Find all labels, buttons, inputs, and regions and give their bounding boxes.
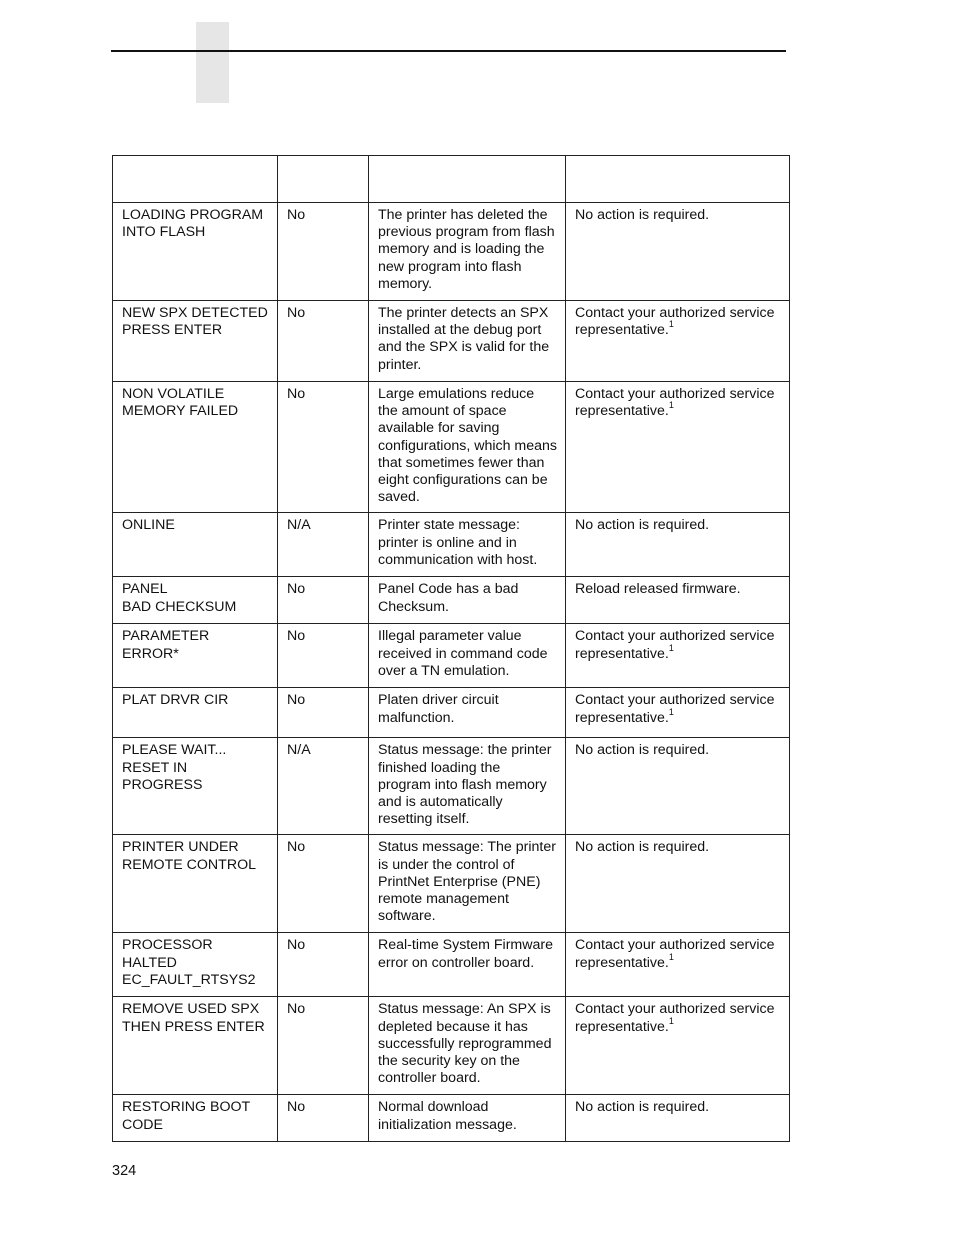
message-cell [113, 513, 278, 577]
table-row [113, 577, 790, 624]
header-rule [111, 50, 786, 52]
table-row [113, 688, 790, 738]
action-cell-text: Contact your authorized service representative. [575, 937, 775, 971]
reset-cell [278, 301, 369, 382]
action-cell [566, 1095, 790, 1142]
explanation-cell [369, 997, 566, 1095]
table-row [113, 301, 790, 382]
action-cell-text: No action is required. [575, 207, 710, 223]
footnote-ref: 1 [668, 951, 674, 962]
message-cell-text: PARAMETER ERROR* [122, 628, 210, 662]
message-cell [113, 1095, 278, 1142]
reset-cell [278, 688, 369, 738]
footnote-ref: 1 [668, 642, 674, 653]
message-cell-text: PRINTER UNDER REMOTE CONTROL [122, 839, 256, 873]
action-cell-text: No action is required. [575, 839, 710, 856]
table-header-row [113, 156, 790, 203]
table-row [113, 835, 790, 933]
reset-cell [278, 997, 369, 1095]
reset-cell-text: No [287, 692, 306, 709]
reset-cell-text: No [287, 1099, 306, 1116]
message-cell [113, 738, 278, 835]
message-cell-text: PLAT DRVR CIR [122, 692, 229, 709]
message-cell-text: NON VOLATILE MEMORY FAILED [122, 386, 239, 420]
action-cell [566, 835, 790, 933]
action-cell-text: Contact your authorized service representative. [575, 692, 775, 726]
message-cell-text: PROCESSOR HALTED EC_FAULT_RTSYS2 [122, 937, 256, 988]
footnote-ref: 1 [668, 319, 674, 330]
action-cell [566, 738, 790, 835]
explanation-cell-text: Panel Code has a bad Checksum. [378, 581, 519, 615]
explanation-cell-text: Normal download initialization message. [378, 1099, 517, 1133]
explanation-cell [369, 624, 566, 688]
footnote-ref: 1 [668, 400, 674, 411]
message-cell-text: LOADING PROGRAM INTO FLASH [122, 207, 264, 241]
explanation-cell [369, 513, 566, 577]
reset-cell [278, 513, 369, 577]
action-cell [566, 688, 790, 738]
reset-cell [278, 738, 369, 835]
explanation-cell-text: Illegal parameter value received in command code over a TN emulation. [378, 628, 548, 679]
message-cell [113, 835, 278, 933]
action-cell [566, 997, 790, 1095]
explanation-cell-text: The printer detects an SPX installed at the debug port and the SPX is valid for the printer. [378, 305, 550, 373]
reset-cell-text: No [287, 207, 306, 223]
message-cell [113, 688, 278, 738]
explanation-cell-text: Large emulations reduce the amount of space available for saving configurations, which means that sometimes fewer than eight configurations can be saved. [378, 386, 558, 506]
action-cell-text: Contact your authorized service representative. [575, 386, 775, 420]
reset-cell-text: N/A [287, 517, 311, 534]
explanation-cell [369, 1095, 566, 1142]
message-cell-text: ONLINE [122, 517, 175, 534]
explanation-cell [369, 688, 566, 738]
message-cell [113, 577, 278, 624]
message-cell-text: REMOVE USED SPX THEN PRESS ENTER [122, 1001, 265, 1035]
reset-cell-text: N/A [287, 742, 311, 759]
action-cell-text: No action is required. [575, 517, 710, 534]
message-cell-text: PLEASE WAIT... RESET IN PROGRESS [122, 742, 227, 793]
message-table [112, 155, 790, 1142]
reset-cell-text: No [287, 937, 306, 954]
header-cell-explanation [369, 156, 566, 203]
reset-cell-text: No [287, 1001, 306, 1018]
action-cell [566, 577, 790, 624]
message-cell [113, 203, 278, 301]
reset-cell [278, 382, 369, 513]
explanation-cell-text: Printer state message: printer is online and in communication with host. [378, 517, 538, 568]
reset-cell [278, 577, 369, 624]
message-cell-text: NEW SPX DETECTED PRESS ENTER [122, 305, 268, 339]
footnote-ref: 1 [668, 706, 674, 717]
reset-cell [278, 1095, 369, 1142]
message-cell-text: RESTORING BOOT CODE [122, 1099, 251, 1133]
action-cell-text: Contact your authorized service representative. [575, 305, 775, 339]
reset-cell-text: No [287, 305, 306, 321]
page-number: 324 [112, 1163, 137, 1179]
table-row [113, 382, 790, 513]
reset-cell-text: No [287, 839, 306, 856]
action-cell [566, 933, 790, 997]
action-cell-text: No action is required. [575, 742, 710, 759]
message-cell [113, 301, 278, 382]
explanation-cell [369, 301, 566, 382]
table-row [113, 513, 790, 577]
reset-cell [278, 624, 369, 688]
explanation-cell [369, 738, 566, 835]
explanation-cell-text: Status message: the printer finished loading the program into flash memory and is automatically resetting itself. [378, 742, 552, 828]
action-cell-text: No action is required. [575, 1099, 710, 1116]
action-cell [566, 301, 790, 382]
footnote-ref: 1 [668, 1015, 674, 1026]
reset-cell-text: No [287, 386, 306, 402]
message-cell-text: PANEL BAD CHECKSUM [122, 581, 237, 615]
message-cell [113, 382, 278, 513]
table-row [113, 738, 790, 835]
reset-cell [278, 933, 369, 997]
action-cell-text: Contact your authorized service representative. [575, 1001, 775, 1035]
chapter-tab-marker [196, 22, 229, 103]
message-table-body [113, 156, 790, 1142]
message-cell [113, 933, 278, 997]
message-cell [113, 624, 278, 688]
action-cell [566, 203, 790, 301]
explanation-cell-text: The printer has deleted the previous program from flash memory and is loading the new program into flash memory. [378, 207, 555, 292]
explanation-cell-text: Platen driver circuit malfunction. [378, 692, 499, 726]
reset-cell-text: No [287, 581, 306, 598]
header-cell-action [566, 156, 790, 203]
header-cell-message [113, 156, 278, 203]
table-row [113, 203, 790, 301]
explanation-cell-text: Status message: The printer is under the control of PrintNet Enterprise (PNE) remote management software. [378, 839, 556, 925]
table-row [113, 1095, 790, 1142]
action-cell-text: Contact your authorized service representative. [575, 628, 775, 662]
action-cell-text: Reload released firmware. [575, 581, 741, 598]
explanation-cell-text: Status message: An SPX is depleted because it has successfully reprogrammed the security key on the controller board. [378, 1001, 552, 1087]
action-cell [566, 382, 790, 513]
explanation-cell [369, 577, 566, 624]
table-row [113, 624, 790, 688]
reset-cell-text: No [287, 628, 306, 645]
explanation-cell [369, 382, 566, 513]
reset-cell [278, 835, 369, 933]
header-cell-reset [278, 156, 369, 203]
explanation-cell-text: Real-time System Firmware error on controller board. [378, 937, 554, 971]
action-cell [566, 624, 790, 688]
message-cell [113, 997, 278, 1095]
explanation-cell [369, 835, 566, 933]
explanation-cell [369, 203, 566, 301]
explanation-cell [369, 933, 566, 997]
table-row [113, 997, 790, 1095]
table-row [113, 933, 790, 997]
action-cell [566, 513, 790, 577]
reset-cell [278, 203, 369, 301]
